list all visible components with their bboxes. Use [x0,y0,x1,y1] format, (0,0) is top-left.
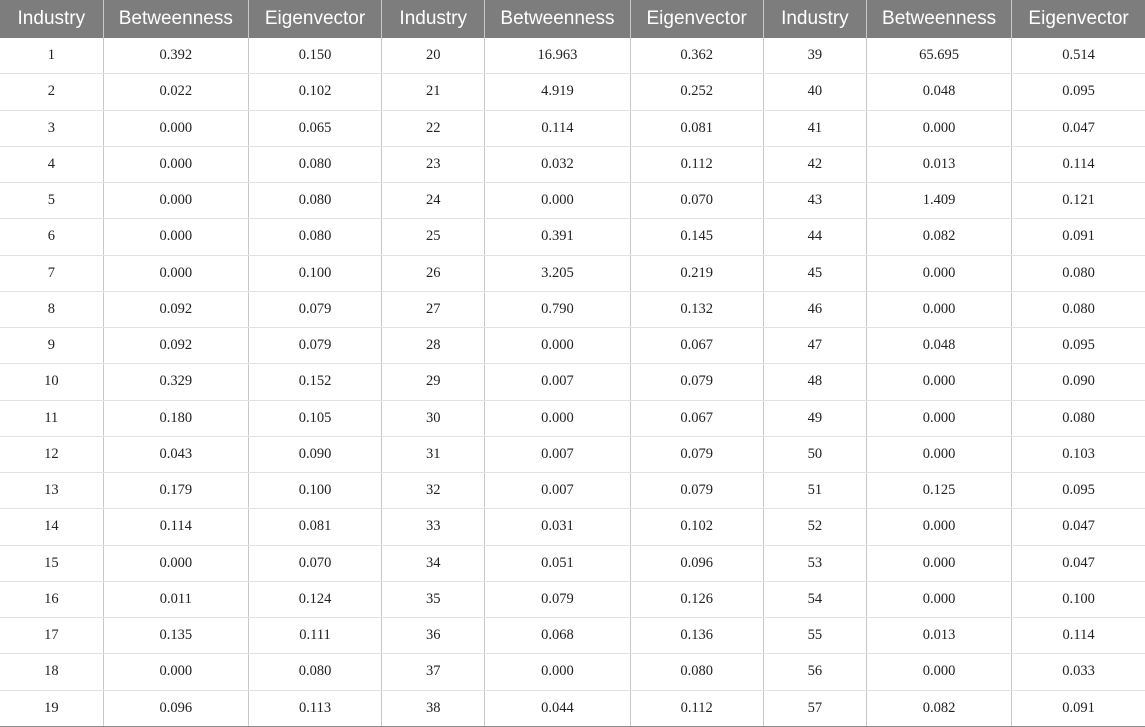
betweenness-cell: 0.013 [866,146,1011,182]
eigenvector-cell: 0.033 [1012,654,1145,690]
betweenness-cell: 0.000 [866,400,1011,436]
eigenvector-cell: 0.080 [1012,255,1145,291]
table-row [0,74,1145,110]
betweenness-cell: 0.022 [103,74,248,110]
industry-cell: 45 [763,255,866,291]
industry-cell: 43 [763,183,866,219]
eigenvector-cell: 0.152 [248,364,381,400]
betweenness-cell: 0.044 [485,690,630,726]
industry-cell: 27 [382,291,485,327]
industry-cell: 47 [763,328,866,364]
betweenness-cell: 0.790 [485,291,630,327]
header-industry-3: Industry [763,0,866,38]
eigenvector-cell: 0.080 [630,654,763,690]
industry-cell: 22 [382,110,485,146]
industry-cell: 33 [382,509,485,545]
table-row [0,654,1145,690]
eigenvector-cell: 0.132 [630,291,763,327]
eigenvector-cell: 0.090 [1012,364,1145,400]
betweenness-cell: 0.000 [485,654,630,690]
industry-cell: 37 [382,654,485,690]
betweenness-cell: 0.125 [866,473,1011,509]
header-row [0,0,1145,38]
eigenvector-cell: 0.095 [1012,473,1145,509]
eigenvector-cell: 0.080 [248,219,381,255]
industry-cell: 19 [0,690,103,726]
table-row [0,146,1145,182]
eigenvector-cell: 0.124 [248,581,381,617]
eigenvector-cell: 0.102 [630,509,763,545]
eigenvector-cell: 0.145 [630,219,763,255]
eigenvector-cell: 0.112 [630,146,763,182]
industry-cell: 5 [0,183,103,219]
industry-cell: 49 [763,400,866,436]
betweenness-cell: 0.000 [103,110,248,146]
table-row [0,38,1145,74]
betweenness-cell: 3.205 [485,255,630,291]
table-row [0,473,1145,509]
eigenvector-cell: 0.111 [248,618,381,654]
betweenness-cell: 0.082 [866,219,1011,255]
industry-cell: 34 [382,545,485,581]
eigenvector-cell: 0.112 [630,690,763,726]
eigenvector-cell: 0.080 [1012,291,1145,327]
betweenness-cell: 4.919 [485,74,630,110]
eigenvector-cell: 0.362 [630,38,763,74]
eigenvector-cell: 0.079 [248,291,381,327]
eigenvector-cell: 0.079 [630,364,763,400]
eigenvector-cell: 0.079 [248,328,381,364]
eigenvector-cell: 0.100 [248,473,381,509]
eigenvector-cell: 0.100 [1012,581,1145,617]
eigenvector-cell: 0.065 [248,110,381,146]
eigenvector-cell: 0.080 [248,183,381,219]
eigenvector-cell: 0.081 [248,509,381,545]
industry-cell: 50 [763,436,866,472]
betweenness-cell: 0.007 [485,364,630,400]
eigenvector-cell: 0.095 [1012,328,1145,364]
eigenvector-cell: 0.136 [630,618,763,654]
industry-cell: 39 [763,38,866,74]
eigenvector-cell: 0.114 [1012,146,1145,182]
betweenness-cell: 0.000 [866,110,1011,146]
betweenness-cell: 0.092 [103,328,248,364]
betweenness-cell: 0.179 [103,473,248,509]
table-row [0,690,1145,726]
eigenvector-cell: 0.114 [1012,618,1145,654]
eigenvector-cell: 0.079 [630,436,763,472]
table-row [0,255,1145,291]
table-row [0,219,1145,255]
betweenness-cell: 0.000 [866,581,1011,617]
industry-cell: 15 [0,545,103,581]
industry-cell: 23 [382,146,485,182]
industry-cell: 14 [0,509,103,545]
betweenness-cell: 0.000 [485,400,630,436]
industry-cell: 1 [0,38,103,74]
betweenness-cell: 0.000 [103,183,248,219]
eigenvector-cell: 0.079 [630,473,763,509]
table-row [0,291,1145,327]
eigenvector-cell: 0.096 [630,545,763,581]
betweenness-cell: 0.000 [866,436,1011,472]
table-row [0,364,1145,400]
betweenness-cell: 0.000 [485,183,630,219]
industry-cell: 26 [382,255,485,291]
industry-cell: 29 [382,364,485,400]
industry-cell: 46 [763,291,866,327]
industry-cell: 20 [382,38,485,74]
betweenness-cell: 0.000 [485,328,630,364]
betweenness-cell: 0.082 [866,690,1011,726]
eigenvector-cell: 0.081 [630,110,763,146]
industry-cell: 38 [382,690,485,726]
industry-cell: 57 [763,690,866,726]
betweenness-cell: 0.051 [485,545,630,581]
industry-cell: 12 [0,436,103,472]
eigenvector-cell: 0.103 [1012,436,1145,472]
eigenvector-cell: 0.219 [630,255,763,291]
industry-cell: 42 [763,146,866,182]
header-betweenness-3: Betweenness [866,0,1011,38]
betweenness-cell: 0.013 [866,618,1011,654]
betweenness-cell: 0.329 [103,364,248,400]
header-industry-2: Industry [382,0,485,38]
eigenvector-cell: 0.091 [1012,219,1145,255]
industry-cell: 21 [382,74,485,110]
betweenness-cell: 0.114 [485,110,630,146]
industry-cell: 18 [0,654,103,690]
eigenvector-cell: 0.113 [248,690,381,726]
industry-cell: 35 [382,581,485,617]
industry-cell: 54 [763,581,866,617]
betweenness-cell: 0.000 [103,255,248,291]
table-row [0,183,1145,219]
eigenvector-cell: 0.067 [630,400,763,436]
betweenness-cell: 0.135 [103,618,248,654]
betweenness-cell: 1.409 [866,183,1011,219]
eigenvector-cell: 0.080 [1012,400,1145,436]
industry-cell: 52 [763,509,866,545]
betweenness-cell: 0.392 [103,38,248,74]
betweenness-cell: 0.000 [866,509,1011,545]
table-body [0,38,1145,726]
table-header [0,0,1145,38]
eigenvector-cell: 0.091 [1012,690,1145,726]
eigenvector-cell: 0.047 [1012,509,1145,545]
betweenness-cell: 0.000 [866,654,1011,690]
header-eigenvector-2: Eigenvector [630,0,763,38]
industry-cell: 3 [0,110,103,146]
industry-cell: 55 [763,618,866,654]
betweenness-cell: 0.114 [103,509,248,545]
betweenness-cell: 0.007 [485,436,630,472]
industry-cell: 8 [0,291,103,327]
betweenness-cell: 0.000 [866,291,1011,327]
table-row [0,328,1145,364]
eigenvector-cell: 0.047 [1012,545,1145,581]
betweenness-cell: 16.963 [485,38,630,74]
header-industry-1: Industry [0,0,103,38]
header-betweenness-2: Betweenness [485,0,630,38]
eigenvector-cell: 0.121 [1012,183,1145,219]
eigenvector-cell: 0.126 [630,581,763,617]
eigenvector-cell: 0.070 [630,183,763,219]
industry-cell: 53 [763,545,866,581]
table-row [0,618,1145,654]
industry-cell: 7 [0,255,103,291]
betweenness-cell: 0.092 [103,291,248,327]
header-eigenvector-1: Eigenvector [248,0,381,38]
industry-cell: 11 [0,400,103,436]
eigenvector-cell: 0.080 [248,654,381,690]
betweenness-cell: 0.000 [103,219,248,255]
industry-cell: 6 [0,219,103,255]
betweenness-cell: 0.079 [485,581,630,617]
industry-cell: 56 [763,654,866,690]
header-eigenvector-3: Eigenvector [1012,0,1145,38]
eigenvector-cell: 0.047 [1012,110,1145,146]
eigenvector-cell: 0.090 [248,436,381,472]
industry-cell: 16 [0,581,103,617]
eigenvector-cell: 0.070 [248,545,381,581]
eigenvector-cell: 0.100 [248,255,381,291]
betweenness-cell: 0.048 [866,74,1011,110]
industry-cell: 41 [763,110,866,146]
industry-cell: 31 [382,436,485,472]
table-row [0,545,1145,581]
eigenvector-cell: 0.102 [248,74,381,110]
industry-cell: 17 [0,618,103,654]
eigenvector-cell: 0.067 [630,328,763,364]
eigenvector-cell: 0.105 [248,400,381,436]
betweenness-cell: 0.000 [866,545,1011,581]
table-row [0,509,1145,545]
betweenness-cell: 0.000 [103,146,248,182]
industry-cell: 28 [382,328,485,364]
table-row [0,400,1145,436]
table-row [0,581,1145,617]
industry-cell: 51 [763,473,866,509]
betweenness-cell: 0.032 [485,146,630,182]
betweenness-cell: 0.180 [103,400,248,436]
table-row [0,110,1145,146]
industry-cell: 24 [382,183,485,219]
industry-cell: 36 [382,618,485,654]
betweenness-cell: 0.391 [485,219,630,255]
betweenness-cell: 65.695 [866,38,1011,74]
industry-cell: 2 [0,74,103,110]
industry-cell: 48 [763,364,866,400]
betweenness-cell: 0.031 [485,509,630,545]
betweenness-cell: 0.007 [485,473,630,509]
betweenness-cell: 0.048 [866,328,1011,364]
industry-cell: 10 [0,364,103,400]
betweenness-cell: 0.000 [103,545,248,581]
industry-cell: 32 [382,473,485,509]
table-row [0,436,1145,472]
industry-cell: 44 [763,219,866,255]
betweenness-cell: 0.000 [103,654,248,690]
industry-cell: 40 [763,74,866,110]
eigenvector-cell: 0.080 [248,146,381,182]
betweenness-cell: 0.068 [485,618,630,654]
industry-cell: 9 [0,328,103,364]
eigenvector-cell: 0.150 [248,38,381,74]
betweenness-cell: 0.096 [103,690,248,726]
industry-cell: 13 [0,473,103,509]
industry-cell: 25 [382,219,485,255]
betweenness-cell: 0.011 [103,581,248,617]
betweenness-cell: 0.000 [866,364,1011,400]
eigenvector-cell: 0.095 [1012,74,1145,110]
industry-cell: 30 [382,400,485,436]
header-betweenness-1: Betweenness [103,0,248,38]
eigenvector-cell: 0.252 [630,74,763,110]
betweenness-cell: 0.000 [866,255,1011,291]
industry-cell: 4 [0,146,103,182]
eigenvector-cell: 0.514 [1012,38,1145,74]
betweenness-cell: 0.043 [103,436,248,472]
